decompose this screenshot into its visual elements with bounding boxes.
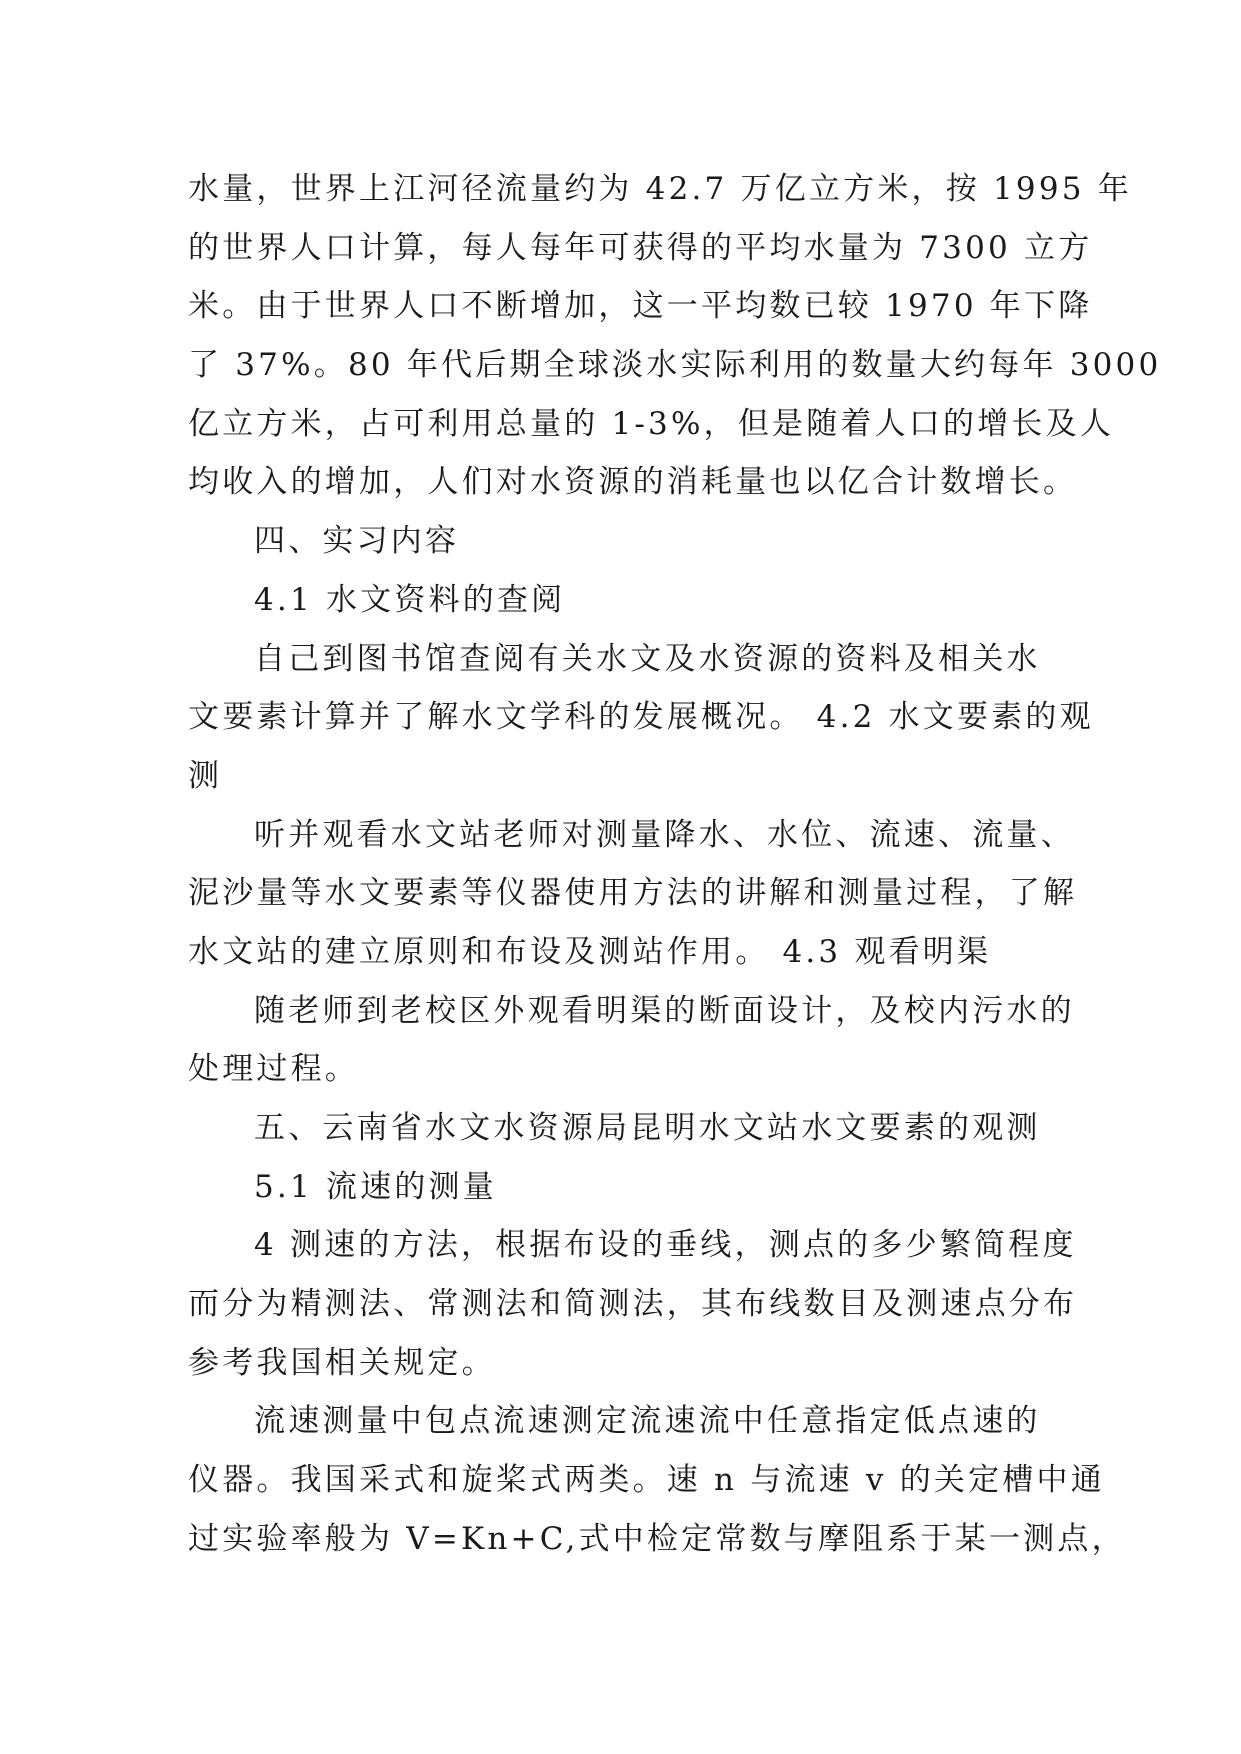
text-line: 的世界人口计算，每人每年可获得的平均水量为 7300 立方 xyxy=(188,229,1093,266)
body-text xyxy=(188,160,1162,1569)
subsection-heading: 4.1 水文资料的查阅 xyxy=(254,581,566,618)
text-line: 过实验率般为 V=Kn+C,式中检定常数与摩阻系于某一测点， xyxy=(188,1520,1126,1557)
section-heading: 五、云南省水文水资源局昆明水文站水文要素的观测 xyxy=(254,1110,1041,1146)
text-line: 水量，世界上江河径流量约为 42.7 万亿立方米，按 1995 年 xyxy=(188,171,1132,207)
text-line: 文要素计算并了解水文学科的发展概况。 4.2 水文要素的观 xyxy=(188,699,1094,736)
text-line: 流速测量中包点流速测定流速流中任意指定低点速的 xyxy=(254,1403,1041,1440)
section-heading: 四、实习内容 xyxy=(254,523,460,560)
text-line: 了 37%。80 年代后期全球淡水实际利用的数量大约每年 3000 xyxy=(188,347,1162,384)
text-line: 仪器。我国采式和旋桨式两类。速 n 与流速 v 的关定槽中通 xyxy=(188,1462,1105,1499)
subsection-heading: 5.1 流速的测量 xyxy=(254,1168,497,1205)
text-line: 参考我国相关规定。 xyxy=(188,1344,496,1381)
text-line: 亿立方米，占可利用总量的 1-3%，但是随着人口的增长及人 xyxy=(188,405,1115,442)
text-line: 随老师到老校区外观看明渠的断面设计，及校内污水的 xyxy=(254,992,1075,1029)
text-line: 泥沙量等水文要素等仪器使用方法的讲解和测量过程，了解 xyxy=(188,875,1078,912)
text-line: 水文站的建立原则和布设及测站作用。 4.3 观看明渠 xyxy=(188,933,992,970)
text-line: 测 xyxy=(188,757,223,794)
text-line: 均收入的增加，人们对水资源的消耗量也以亿合计数增长。 xyxy=(188,464,1078,501)
text-line: 4 测速的方法，根据布设的垂线，测点的多少繁简程度 xyxy=(254,1227,1077,1264)
text-line: 自己到图书馆查阅有关水文及水资源的资料及相关水 xyxy=(254,640,1041,677)
text-line: 米。由于世界人口不断增加，这一平均数已较 1970 年下降 xyxy=(188,288,1093,325)
text-line: 处理过程。 xyxy=(188,1051,359,1088)
text-line: 听并观看水文站老师对测量降水、水位、流速、流量、 xyxy=(254,816,1075,853)
text-line: 而分为精测法、常测法和简测法，其布线数目及测速点分布 xyxy=(188,1286,1078,1323)
